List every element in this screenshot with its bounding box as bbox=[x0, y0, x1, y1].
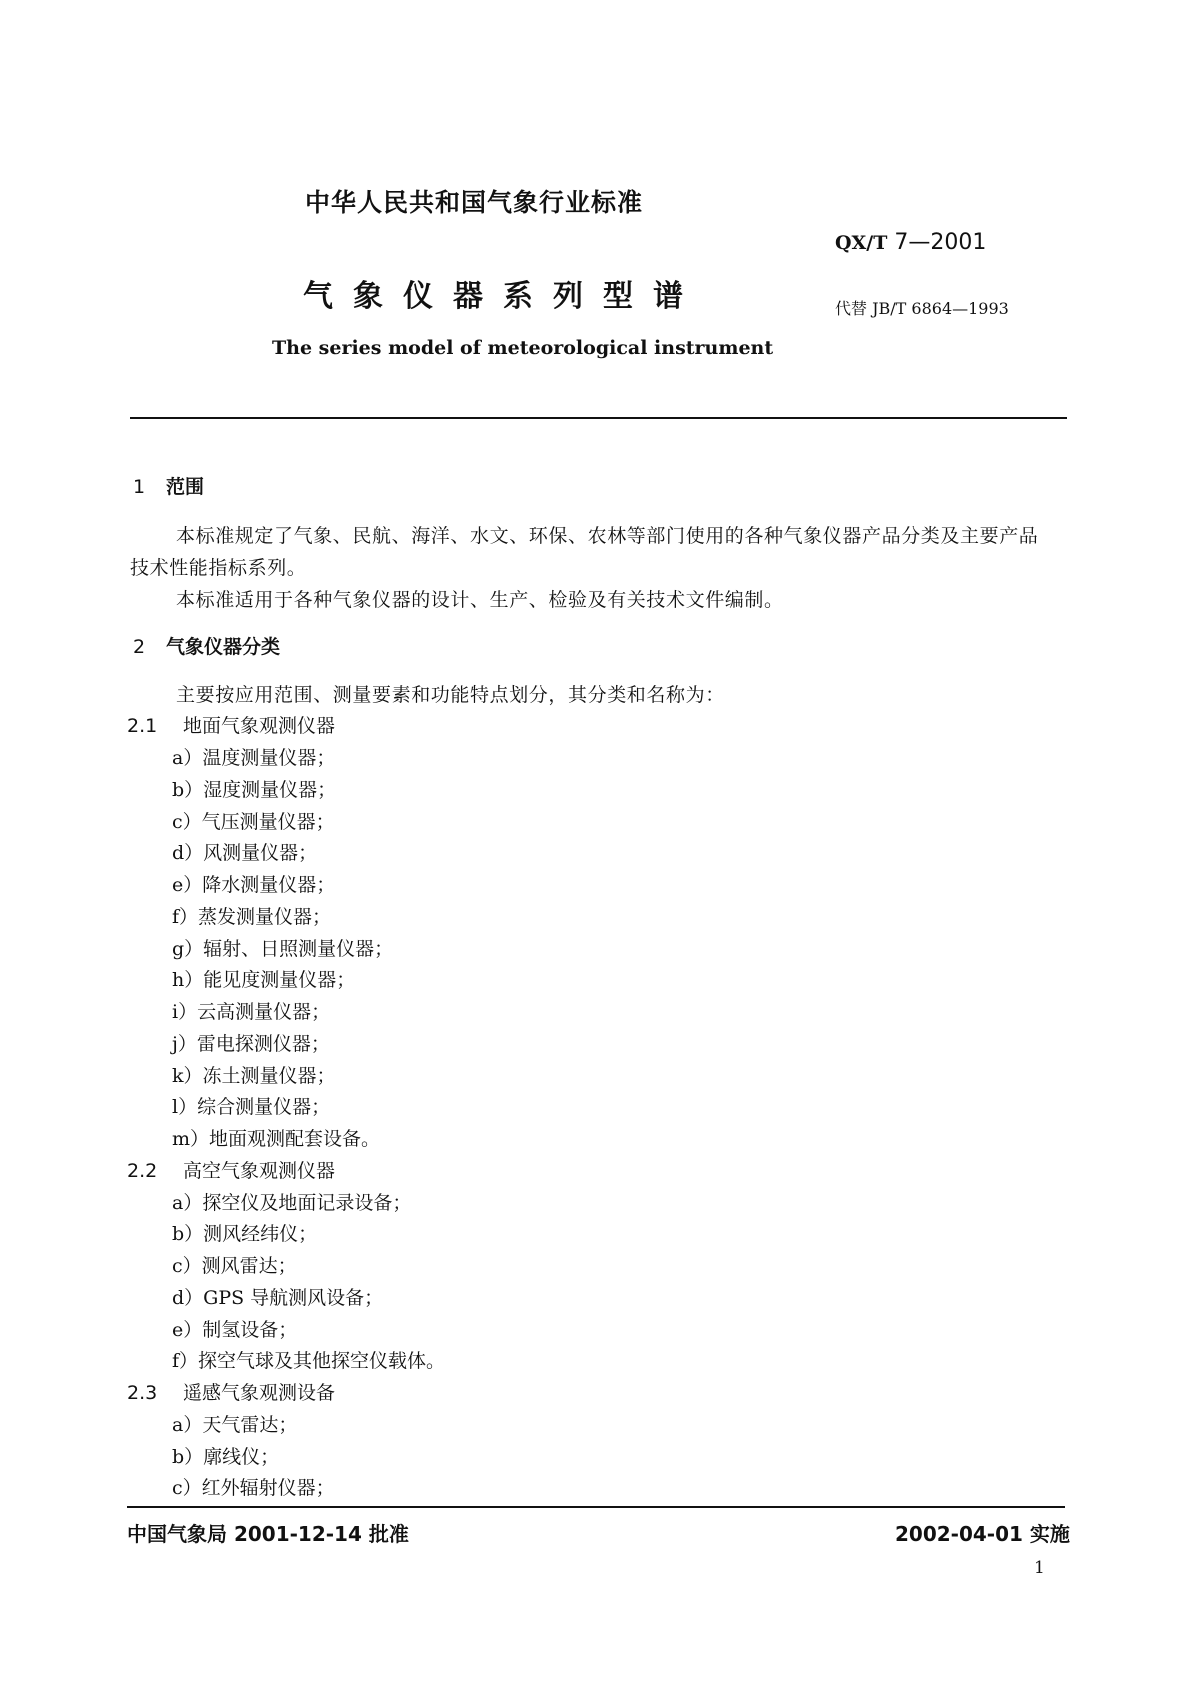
section-title: 范围 bbox=[166, 476, 205, 498]
list-item: d）GPS 导航测风设备； bbox=[172, 1287, 384, 1309]
list-item: e）制氢设备； bbox=[172, 1319, 298, 1341]
subsection-2-3-heading bbox=[127, 1378, 335, 1405]
subsection-number: 2.2 bbox=[127, 1160, 158, 1182]
replaces-standard: 代替 JB/T 6864—1993 bbox=[835, 299, 1009, 318]
list-item: d）风测量仪器； bbox=[172, 842, 318, 864]
list-item: e）降水测量仪器； bbox=[172, 874, 336, 896]
page-number: 1 bbox=[1034, 1558, 1045, 1578]
footer-divider bbox=[127, 1506, 1065, 1508]
standard-code-number: 7—2001 bbox=[894, 230, 987, 255]
list-item: k）冻土测量仪器； bbox=[172, 1065, 336, 1087]
list-item: b）湿度测量仪器； bbox=[172, 779, 337, 801]
list-item: l）综合测量仪器； bbox=[172, 1096, 331, 1118]
list-item: g）辐射、日照测量仪器； bbox=[172, 938, 394, 960]
paragraph-line: 主要按应用范围、测量要素和功能特点划分，其分类和名称为： bbox=[176, 684, 725, 706]
implementation-date: 2002-04-01 实施 bbox=[895, 1522, 1070, 1546]
approval-line: 中国气象局 2001-12-14 批准 bbox=[127, 1522, 409, 1546]
standard-code-prefix: QX/T bbox=[835, 232, 888, 254]
list-item: a）探空仪及地面记录设备； bbox=[172, 1192, 412, 1214]
list-item: f）探空气球及其他探空仪载体。 bbox=[172, 1350, 446, 1372]
list-item: h）能见度测量仪器； bbox=[172, 969, 356, 991]
section-2-heading bbox=[133, 632, 280, 659]
subsection-2-1-heading bbox=[127, 711, 335, 738]
list-item: j）雷电探测仪器； bbox=[172, 1033, 330, 1055]
list-item: a）温度测量仪器； bbox=[172, 747, 336, 769]
subsection-2-2-heading bbox=[127, 1156, 335, 1183]
section-1-heading bbox=[133, 472, 204, 499]
list-item: m）地面观测配套设备。 bbox=[172, 1128, 381, 1150]
subsection-title: 遥感气象观测设备 bbox=[183, 1382, 336, 1404]
subsection-title: 地面气象观测仪器 bbox=[183, 715, 336, 737]
section-number: 2 bbox=[133, 636, 146, 658]
list-item: c）气压测量仪器； bbox=[172, 811, 335, 833]
list-item: c）测风雷达； bbox=[172, 1255, 297, 1277]
standard-code bbox=[835, 230, 986, 255]
document-title: 气象仪器系列型谱 bbox=[303, 279, 703, 314]
subsection-number: 2.3 bbox=[127, 1382, 158, 1404]
list-item: a）天气雷达； bbox=[172, 1414, 298, 1436]
section-number: 1 bbox=[133, 476, 146, 498]
list-item: c）红外辐射仪器； bbox=[172, 1477, 335, 1499]
standard-type-heading: 中华人民共和国气象行业标准 bbox=[305, 188, 644, 217]
list-item: b）测风经纬仪； bbox=[172, 1223, 318, 1245]
list-item: i）云高测量仪器； bbox=[172, 1001, 331, 1023]
header-divider bbox=[130, 417, 1067, 419]
paragraph-line: 本标准规定了气象、民航、海洋、水文、环保、农林等部门使用的各种气象仪器产品分类及主要产品 bbox=[176, 525, 1039, 547]
subsection-title: 高空气象观测仪器 bbox=[183, 1160, 336, 1182]
paragraph-line: 本标准适用于各种气象仪器的设计、生产、检验及有关技术文件编制。 bbox=[176, 589, 784, 611]
section-title: 气象仪器分类 bbox=[166, 636, 281, 658]
list-item: f）蒸发测量仪器； bbox=[172, 906, 332, 928]
paragraph-line: 技术性能指标系列。 bbox=[130, 557, 307, 579]
list-item: b）廓线仪； bbox=[172, 1446, 280, 1468]
english-title: The series model of meteorological instrument bbox=[272, 337, 774, 359]
subsection-number: 2.1 bbox=[127, 715, 158, 737]
